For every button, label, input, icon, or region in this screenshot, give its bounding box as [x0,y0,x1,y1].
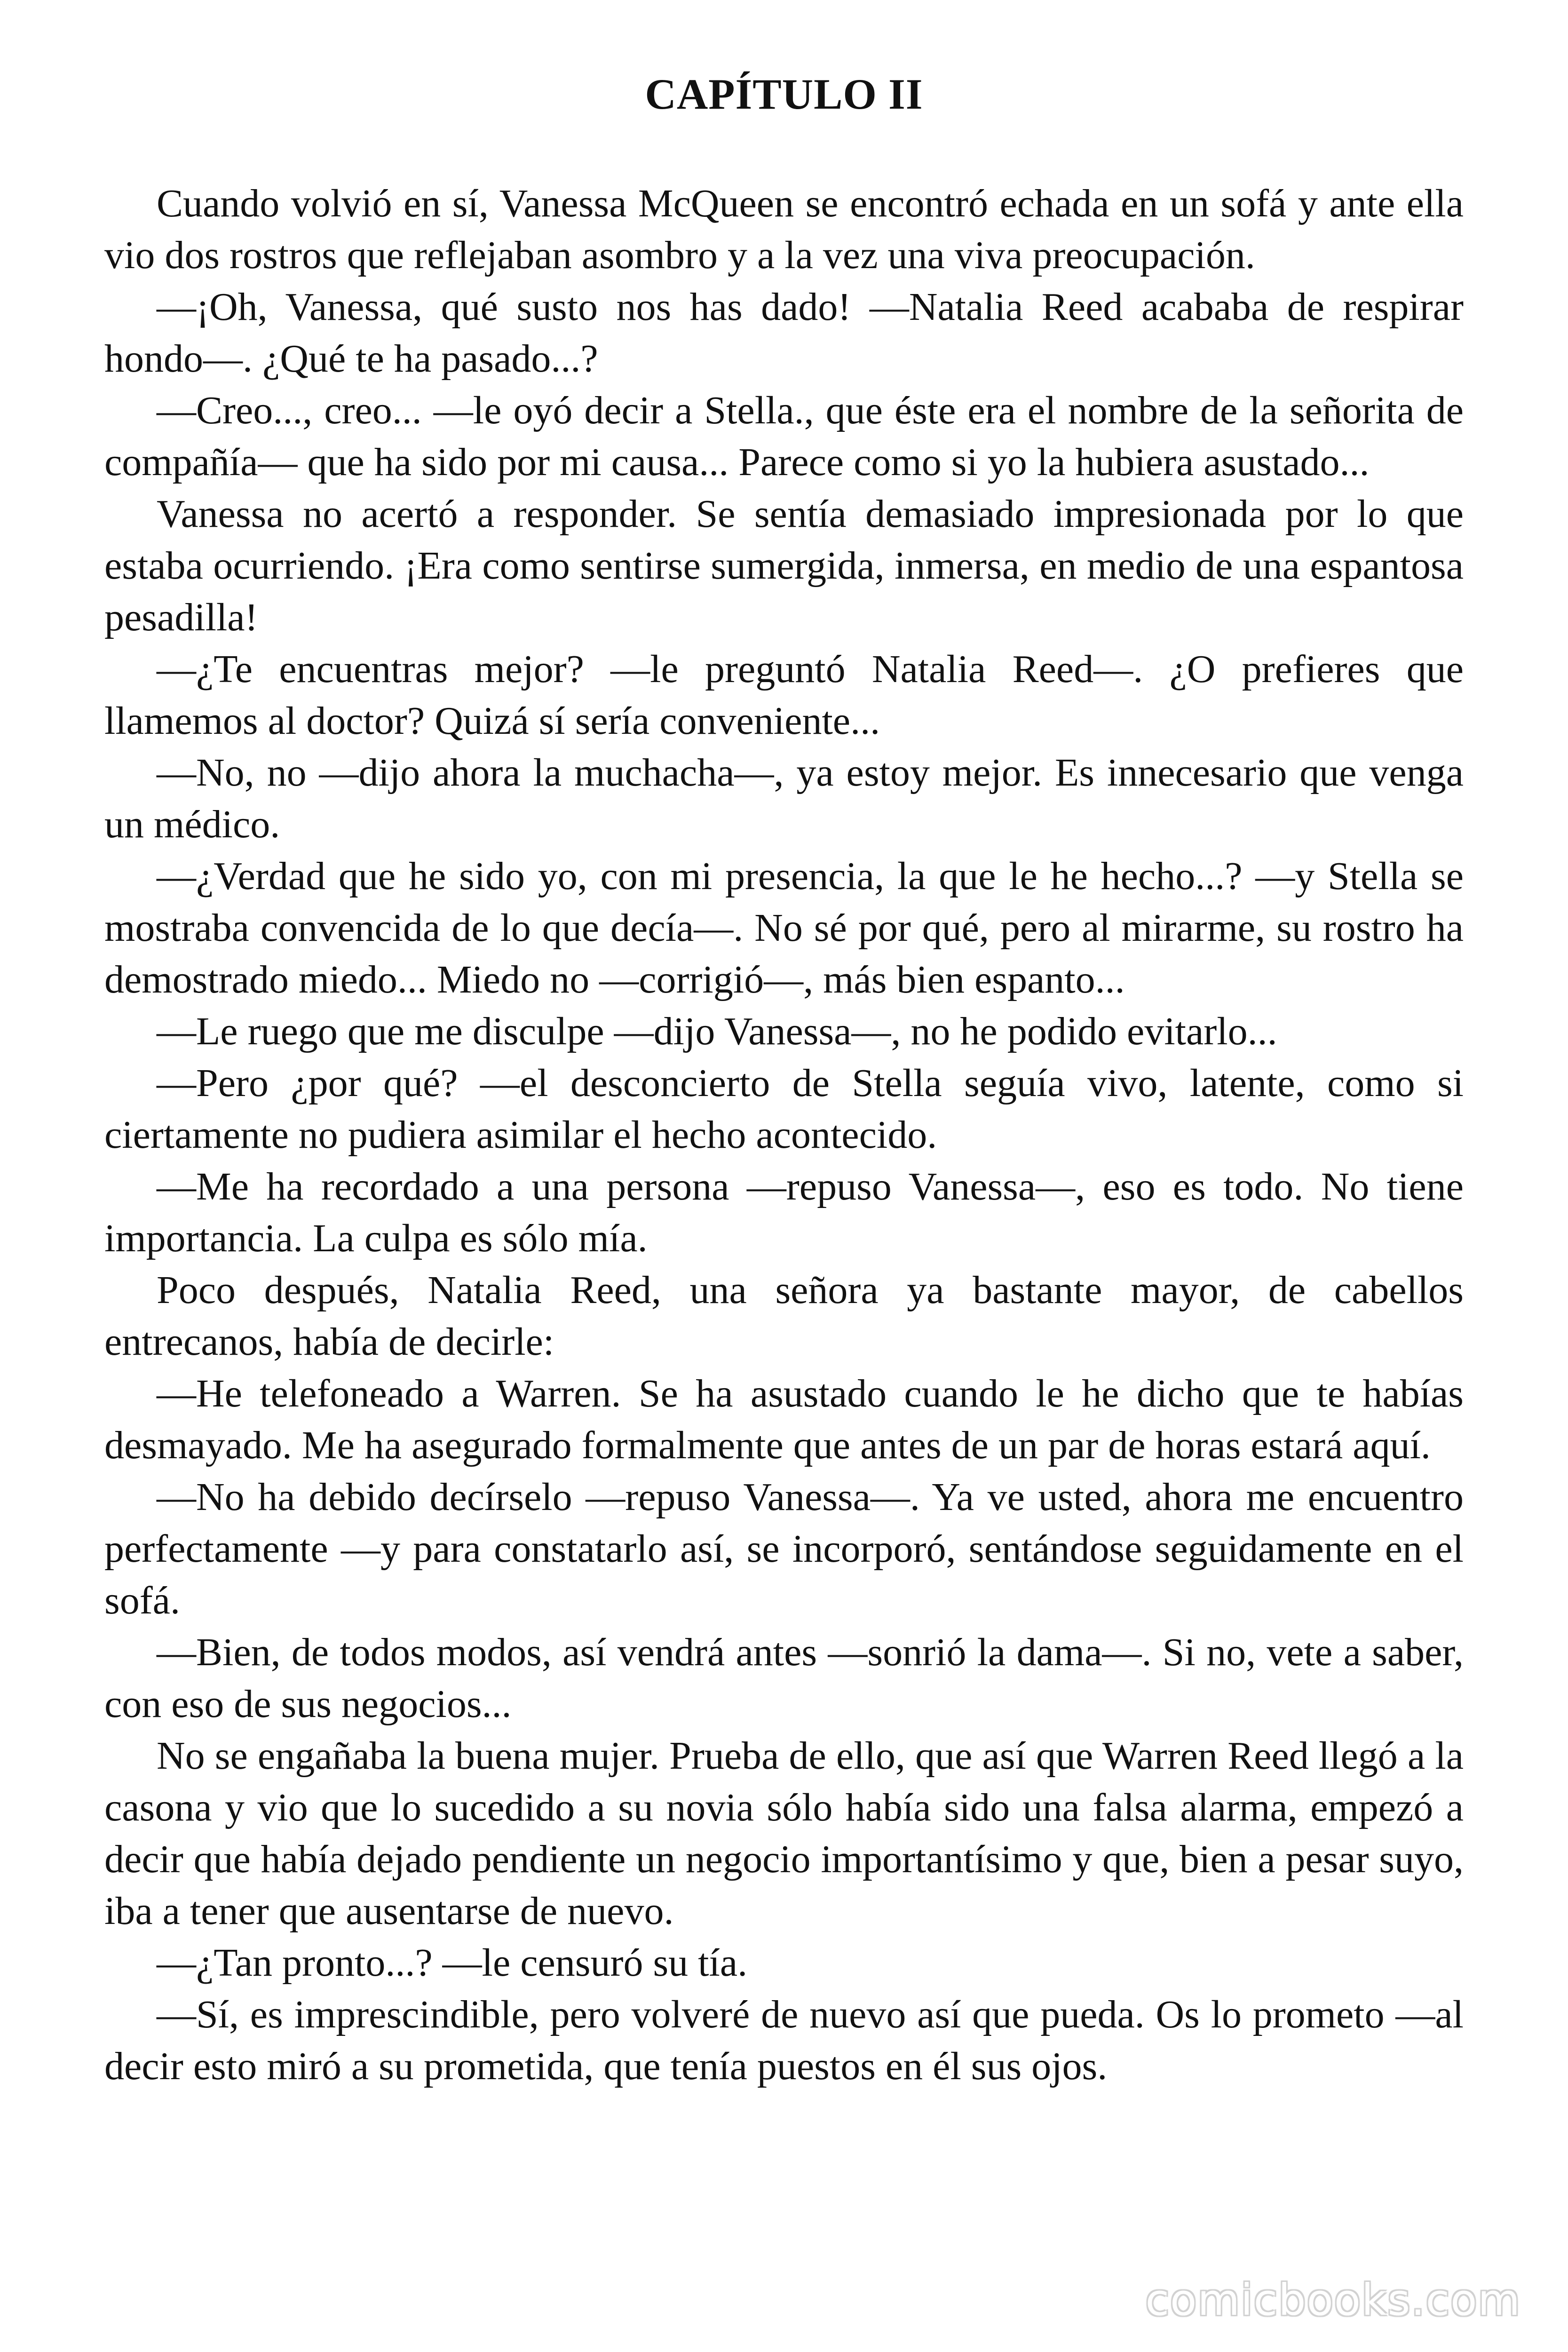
paragraph: —Pero ¿por qué? —el desconcierto de Stella seguía vivo, latente, como si ciertamente no pudiera asimilar el hecho acontecido. [104,1061,1464,1157]
paragraph: —No, no —dijo ahora la muchacha—, ya estoy mejor. Es innecesario que venga un médico. [104,751,1464,846]
paragraph: —¡Oh, Vanessa, qué susto nos has dado! —Natalia Reed acababa de respirar hondo—. ¿Qué te ha pasado...? [104,285,1464,381]
paragraph: Cuando volvió en sí, Vanessa McQueen se encontró echada en un sofá y ante ella vio dos rostros que reflejaban asombro y a la vez una viva preocupación. [104,182,1464,277]
paragraph: —Bien, de todos modos, así vendrá antes —sonrió la dama—. Si no, vete a saber, con eso de sus negocios... [104,1630,1464,1726]
paragraph: —He telefoneado a Warren. Se ha asustado cuando le he dicho que te habías desmayado. Me ha asegurado formalmente que antes de un par de horas estará aquí. [104,1372,1464,1467]
paragraph: —Me ha recordado a una persona —repuso Vanessa—, eso es todo. No tiene importancia. La culpa es sólo mía. [104,1165,1464,1260]
paragraph: —Sí, es imprescindible, pero volveré de nuevo así que pueda. Os lo prometo —al decir esto miró a su prometida, que tenía puestos en él sus ojos. [104,1993,1464,2088]
chapter-title: CAPÍTULO II [645,70,923,118]
paragraph: No se engañaba la buena mujer. Prueba de ello, que así que Warren Reed llegó a la casona y vio que lo sucedido a su novia sólo había sido una falsa alarma, empezó a decir que había dejado pendiente un negocio importantísimo y que, bien a pesar suyo, iba a tener que ausentarse de nuevo. [104,1734,1464,1933]
paragraph: —¿Te encuentras mejor? —le preguntó Natalia Reed—. ¿O prefieres que llamemos al doctor? Quizá sí sería conveniente... [104,647,1464,743]
paragraph: Poco después, Natalia Reed, una señora ya bastante mayor, de cabellos entrecanos, había de decirle: [104,1268,1464,1364]
paragraph: —Creo..., creo... —le oyó decir a Stella., que éste era el nombre de la señorita de compañía— que ha sido por mi causa... Parece como si yo la hubiera asustado... [104,389,1464,484]
paragraph: Vanessa no acertó a responder. Se sentía demasiado impresionada por lo que estaba ocurriendo. ¡Era como sentirse sumergida, inmersa, en medio de una espantosa pesadilla! [104,492,1464,639]
chapter-body [104,178,1464,2092]
watermark: comicbooks.com [1145,2275,1521,2325]
paragraph: —Le ruego que me disculpe —dijo Vanessa—, no he podido evitarlo... [157,1009,1277,1053]
paragraph: —No ha debido decírselo —repuso Vanessa—. Ya ve usted, ahora me encuentro perfectamente —y para constatarlo así, se incorporó, sentándose seguidamente en el sofá. [104,1475,1464,1622]
paragraph: —¿Verdad que he sido yo, con mi presencia, la que le he hecho...? —y Stella se mostraba convencida de lo que decía—. No sé por qué, pero al mirarme, su rostro ha demostrado miedo... Miedo no —corrigió—, más bien espanto... [104,854,1464,1001]
paragraph: —¿Tan pronto...? —le censuró su tía. [157,1941,748,1985]
